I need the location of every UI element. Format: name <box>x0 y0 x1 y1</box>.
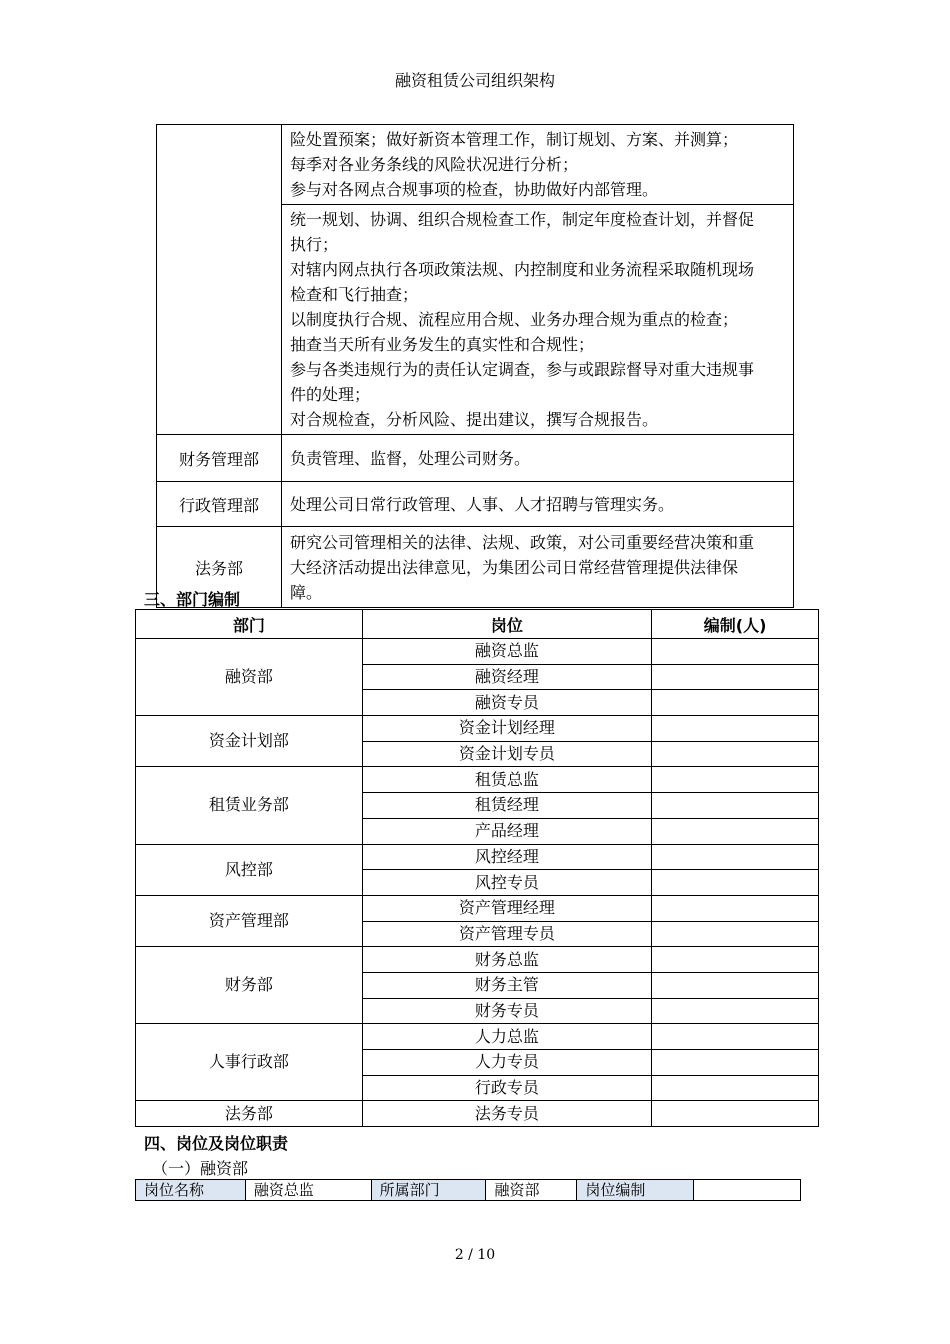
staffing-position-cell: 行政专员 <box>362 1075 652 1101</box>
staffing-headcount-cell <box>652 895 819 921</box>
staffing-row <box>136 767 819 793</box>
staffing-dept-cell: 租赁业务部 <box>136 767 363 844</box>
staffing-header-row <box>136 610 819 639</box>
staffing-position-cell: 财务专员 <box>362 998 652 1024</box>
staffing-headcount-cell <box>652 870 819 896</box>
header-dept: 部门 <box>136 610 363 639</box>
staffing-headcount-cell <box>652 818 819 844</box>
duties-line: 处理公司日常行政管理、人事、人才招聘与管理实务。 <box>290 494 675 514</box>
staffing-dept-cell: 资金计划部 <box>136 716 363 767</box>
duties-desc-cell <box>282 125 794 205</box>
header-position: 岗位 <box>362 610 652 639</box>
staffing-position-cell: 风控专员 <box>362 870 652 896</box>
staffing-dept-cell: 财务部 <box>136 947 363 1024</box>
duties-line: 大经济活动提出法律意见，为集团公司日常经营管理提供法律保 <box>290 557 739 577</box>
staffing-row <box>136 1024 819 1050</box>
staffing-position-cell: 资金计划专员 <box>362 741 652 767</box>
staffing-headcount-cell <box>652 998 819 1024</box>
duties-line: 件的处理； <box>290 385 371 404</box>
section-heading-positions: 四、岗位及岗位职责 <box>144 1134 289 1153</box>
staffing-headcount-cell <box>652 664 819 690</box>
staffing-headcount-cell <box>652 1050 819 1076</box>
duties-line: 研究公司管理相关的法律、法规、政策，对公司重要经营决策和重 <box>290 532 755 552</box>
duties-row <box>157 435 794 482</box>
duties-line: 抽查当天所有业务发生的真实性和合规性； <box>290 335 595 354</box>
staffing-position-cell: 资产管理经理 <box>362 895 652 921</box>
staffing-position-cell: 财务总监 <box>362 947 652 973</box>
duties-line: 以制度执行合规、流程应用合规、业务办理合规为重点的检查； <box>290 310 739 329</box>
staffing-headcount-cell <box>652 1024 819 1050</box>
duties-dept-cell: 法务部 <box>157 527 282 608</box>
duties-line: 检查和飞行抽查； <box>290 285 419 304</box>
staffing-row <box>136 639 819 665</box>
staffing-headcount-cell <box>652 741 819 767</box>
duties-line: 对辖内网点执行各项政策法规、内控制度和业务流程采取随机现场 <box>290 260 755 279</box>
duties-line: 障。 <box>290 582 323 602</box>
label-department: 所属部门 <box>371 1180 486 1201</box>
staffing-position-cell: 法务专员 <box>362 1101 652 1127</box>
duties-desc-cell <box>282 435 794 482</box>
duties-dept-cell <box>157 125 282 435</box>
staffing-position-cell: 融资总监 <box>362 639 652 665</box>
staffing-row <box>136 716 819 742</box>
duties-line: 参与各类违规行为的责任认定调查，参与或跟踪督导对重大违规事 <box>290 360 755 379</box>
subsection-heading: （一）融资部 <box>152 1159 249 1178</box>
staffing-headcount-cell <box>652 1101 819 1127</box>
staffing-headcount-cell <box>652 767 819 793</box>
staffing-dept-cell: 融资部 <box>136 639 363 716</box>
staffing-position-cell: 财务主管 <box>362 972 652 998</box>
staffing-headcount-cell <box>652 844 819 870</box>
staffing-position-cell: 融资专员 <box>362 690 652 716</box>
duties-line: 险处置预案；做好新资本管理工作，制订规划、方案、并测算； <box>290 130 739 149</box>
staffing-position-cell: 产品经理 <box>362 818 652 844</box>
label-headcount: 岗位编制 <box>577 1180 694 1201</box>
staffing-position-cell: 风控经理 <box>362 844 652 870</box>
duties-line: 对合规检查，分析风险、提出建议，撰写合规报告。 <box>290 410 659 429</box>
section-heading-staffing: 三、部门编制 <box>144 590 241 609</box>
staffing-headcount-cell <box>652 793 819 819</box>
staffing-dept-cell: 人事行政部 <box>136 1024 363 1101</box>
header-headcount: 编制(人) <box>652 610 819 639</box>
staffing-headcount-cell <box>652 921 819 947</box>
duties-table <box>156 124 794 608</box>
staffing-row <box>136 1101 819 1127</box>
staffing-row <box>136 844 819 870</box>
duties-line: 负责管理、监督，处理公司财务。 <box>290 448 531 468</box>
staffing-table <box>135 609 819 1127</box>
duties-dept-cell: 行政管理部 <box>157 482 282 527</box>
duties-row <box>157 125 794 205</box>
staffing-position-cell: 资金计划经理 <box>362 716 652 742</box>
value-department: 融资部 <box>486 1180 577 1201</box>
page-title: 融资租赁公司组织架构 <box>394 71 555 90</box>
duties-row <box>157 482 794 527</box>
staffing-position-cell: 租赁总监 <box>362 767 652 793</box>
duties-desc-cell <box>282 482 794 527</box>
staffing-headcount-cell <box>652 639 819 665</box>
label-position-name: 岗位名称 <box>136 1180 246 1201</box>
staffing-dept-cell: 资产管理部 <box>136 895 363 946</box>
page-number: 2 / 10 <box>454 1247 496 1263</box>
value-headcount <box>694 1180 801 1201</box>
duties-line: 每季对各业务条线的风险状况进行分析； <box>290 155 579 174</box>
duties-row <box>157 527 794 608</box>
staffing-headcount-cell <box>652 690 819 716</box>
staffing-position-cell: 融资经理 <box>362 664 652 690</box>
staffing-dept-cell: 法务部 <box>136 1101 363 1127</box>
staffing-position-cell: 人力专员 <box>362 1050 652 1076</box>
position-info-row <box>136 1180 801 1201</box>
staffing-dept-cell: 风控部 <box>136 844 363 895</box>
staffing-row <box>136 895 819 921</box>
staffing-headcount-cell <box>652 716 819 742</box>
staffing-position-cell: 人力总监 <box>362 1024 652 1050</box>
value-position-name: 融资总监 <box>245 1180 371 1201</box>
staffing-headcount-cell <box>652 947 819 973</box>
staffing-position-cell: 资产管理专员 <box>362 921 652 947</box>
duties-desc-cell <box>282 527 794 608</box>
position-info-table <box>135 1179 801 1201</box>
staffing-row <box>136 947 819 973</box>
duties-desc-cell <box>282 205 794 435</box>
staffing-headcount-cell <box>652 1075 819 1101</box>
staffing-position-cell: 租赁经理 <box>362 793 652 819</box>
staffing-headcount-cell <box>652 972 819 998</box>
duties-line: 参与对各网点合规事项的检查，协助做好内部管理。 <box>290 180 659 199</box>
duties-dept-cell: 财务管理部 <box>157 435 282 482</box>
duties-line: 执行； <box>290 235 339 254</box>
duties-line: 统一规划、协调、组织合规检查工作，制定年度检查计划，并督促 <box>290 210 755 229</box>
